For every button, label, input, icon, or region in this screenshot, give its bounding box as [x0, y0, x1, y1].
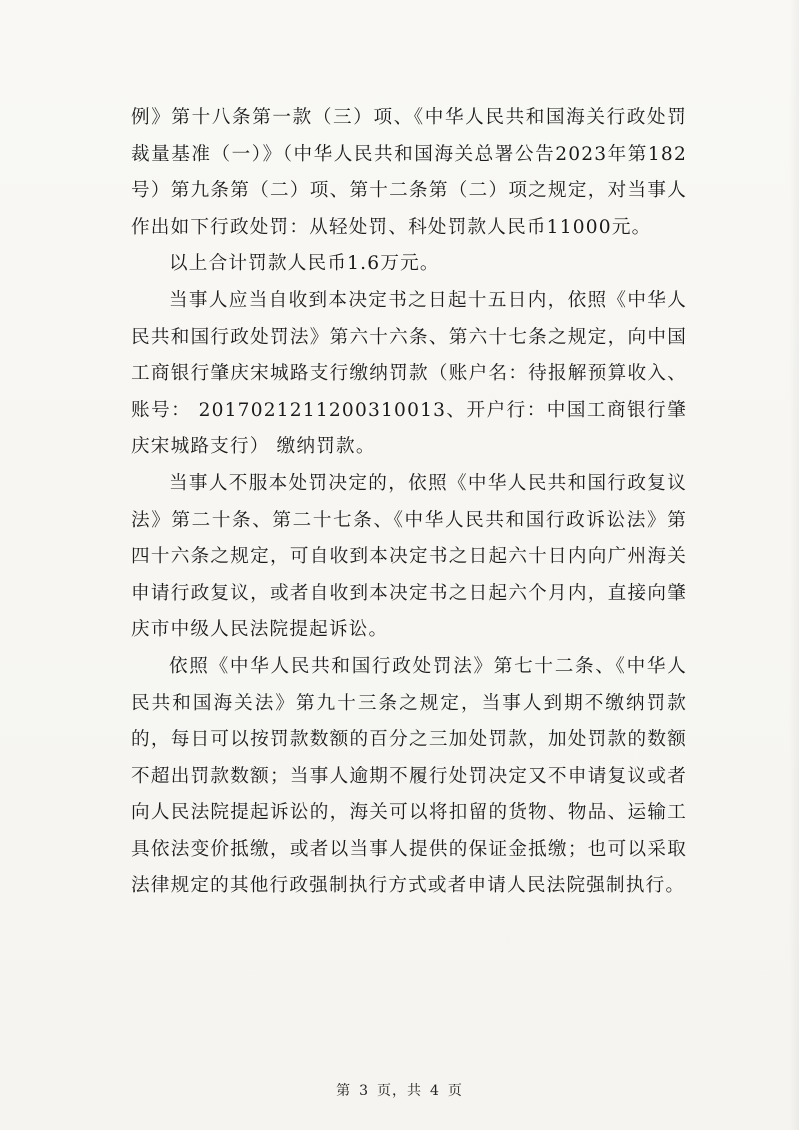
paragraph-penalty-basis: 例》第十八条第一款（三）项、《中华人民共和国海关行政处罚裁量基准（一）》（中华人民共和国海关总署公告2023年第182号）第九条第（二）项、第十二条第（二）项之规定，对当事人作出如下行政处罚：从轻处罚、科处罚款人民币11000元。: [131, 107, 687, 238]
paragraph-appeal-rights: 当事人不服本处罚决定的，依照《中华人民共和国行政复议法》第二十条、第二十七条、《中华人民共和国行政诉讼法》第四十六条之规定，可自收到本决定书之日起六十日内向广州海关申请行政复议，或者自收到本决定书之日起六个月内，直接向肇庆市中级人民法院提起诉讼。: [131, 472, 687, 641]
footer-prefix: 第: [336, 1083, 352, 1099]
footer-mid: 页，共: [377, 1083, 422, 1099]
paragraph-payment-instructions: 当事人应当自收到本决定书之日起十五日内，依照《中华人民共和国行政处罚法》第六十六条、第六十七条之规定，向中国工商银行肇庆宋城路支行缴纳罚款（账户名：待报解预算收入、账号： 2017021211200310013、开户行：中国工商银行肇庆宋城路支行） 缴纳罚款。: [131, 289, 687, 458]
footer-suffix: 页: [447, 1083, 463, 1099]
footer-page-number: 3: [359, 1083, 369, 1099]
paragraph-enforcement: 依照《中华人民共和国行政处罚法》第七十二条、《中华人民共和国海关法》第九十三条之规定，当事人到期不缴纳罚款的，每日可以按罚款数额的百分之三加处罚款，加处罚款的数额不超出罚款数额；当事人逾期不履行处罚决定又不申请复议或者向人民法院提起诉讼的，海关可以将扣留的货物、物品、运输工具依法变价抵缴，或者以当事人提供的保证金抵缴；也可以采取法律规定的其他行政强制执行方式或者申请人民法院强制执行。: [131, 655, 687, 897]
scan-edge-shadow: [789, 0, 799, 1130]
document-body: [131, 100, 687, 905]
paragraph-total-fine: 以上合计罚款人民币1.6万元。: [169, 253, 440, 275]
page-footer: [0, 1080, 799, 1100]
footer-total-pages: 4: [430, 1083, 440, 1099]
